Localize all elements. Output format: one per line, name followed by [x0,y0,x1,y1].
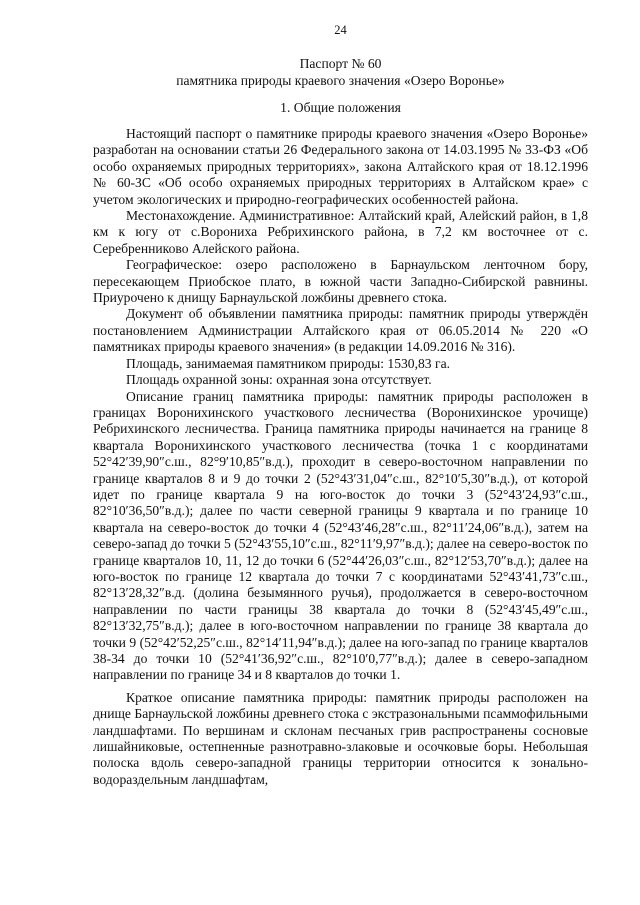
paragraph-location-admin: Местонахождение. Административное: Алтайский край, Алейский район, в 1,8 км к югу от с.Ворониха Ребрихинского района, в 7,2 км восточнее от с. Серебренниково Алейского района. [93,208,588,256]
document-body [93,126,588,788]
section-heading: 1. Общие положения [280,100,401,115]
paragraph-buffer-zone: Площадь охранной зоны: охранная зона отсутствует. [126,372,432,388]
title-line-2: памятника природы краевого значения «Озеро Воронье» [176,73,505,88]
paragraph-intro: Настоящий паспорт о памятнике природы краевого значения «Озеро Воронье» разработан на основании статьи 26 Федерального закона от 14.03.1995 № 33-ФЗ «Об особо охраняемых природных территориях», закона Алтайского края от 18.12.1996 № 60-ЗС «Об особо охраняемых природных территориях в Алтайском крае» с учетом экологических и природно-географических особенностей района. [93,126,588,207]
page-number: 24 [334,23,347,37]
paragraph-declaration-document: Документ об объявлении памятника природы: памятник природы утверждён постановлением Администрации Алтайского края от 06.05.2014 № 220 «О памятниках природы краевого значения» (в редакции 14.09.2016 № 316). [93,306,588,355]
paragraph-brief-description: Краткое описание памятника природы: памятник природы расположен на днище Барнаульской ложбины древнего стока с экстразональными псаммофильными ландшафтами. По вершинам и склонам песчаных грив распространены сосновые лишайниковые, остепненные разнотравно-злаковые и осочковые боры. Небольшая полоска вдоль северо-западной границы территории относится к зонально-водораздельным ландшафтам, [93,689,588,787]
title-line-1: Паспорт № 60 [299,56,382,71]
paragraph-boundaries: Описание границ памятника природы: памятник природы расположен в границах Воронихинского участкового лесничества (Воронихинское урочище) Ребрихинского лесничества. Граница памятника природы начинается на границе 8 квартала Воронихинского участкового лесничества (точка 1 с координатами 52°42′39,90″с.ш., 82°9′10,85″в.д.), проходит в северо-восточном направлении по границе кварталов 8 и 9 до точки 2 (52°43′31,04″с.ш., 82°10′5,30″в.д.), от которой идет по границе квартала 9 на юго-восток до точки 3 (52°43′24,93″с.ш., 82°10′36,50″в.д.); далее по части северной границы 9 квартала и по границе 10 квартала на северо-восток до точки 4 (52°43′46,28″с.ш., 82°11′24,06″в.д.), затем на северо-запад до точки 5 (52°43′55,10″с.ш., 82°11′9,97″в.д.); далее на северо-восток по границе кварталов 10, 11, 12 до точки 6 (52°44′26,03″с.ш., 82°12′53,70″в.д.); далее на юго-восток по границе 12 квартала до точки 7 с координатами 52°43′41,73″с.ш., 82°13′28,32″в.д. (долина безымянного ручья), продолжается в северо-восточном направлении по части границы 38 квартала до точки 8 (52°43′45,49″с.ш., 82°13′32,75″в.д.); далее в юго-восточном направлении по границе 38 квартала до точки 9 (52°42′52,25″с.ш., 82°14′11,94″в.д.); далее на юго-запад по границе кварталов 38-34 до точки 10 (52°41′36,92″с.ш., 82°10′0,77″в.д.); далее в северо-западном направлении по границе 34 и 8 кварталов до точки 1. [93,388,588,683]
passport-title [93,55,588,89]
paragraph-area: Площадь, занимаемая памятником природы: 1530,83 га. [126,355,450,371]
paragraph-location-geo: Географическое: озеро расположено в Барнаульском ленточном бору, пересекающем Приобское плато, в южной части Западно-Сибирской равнины. Приурочено к днищу Барнаульской ложбины древнего стока. [93,257,588,306]
